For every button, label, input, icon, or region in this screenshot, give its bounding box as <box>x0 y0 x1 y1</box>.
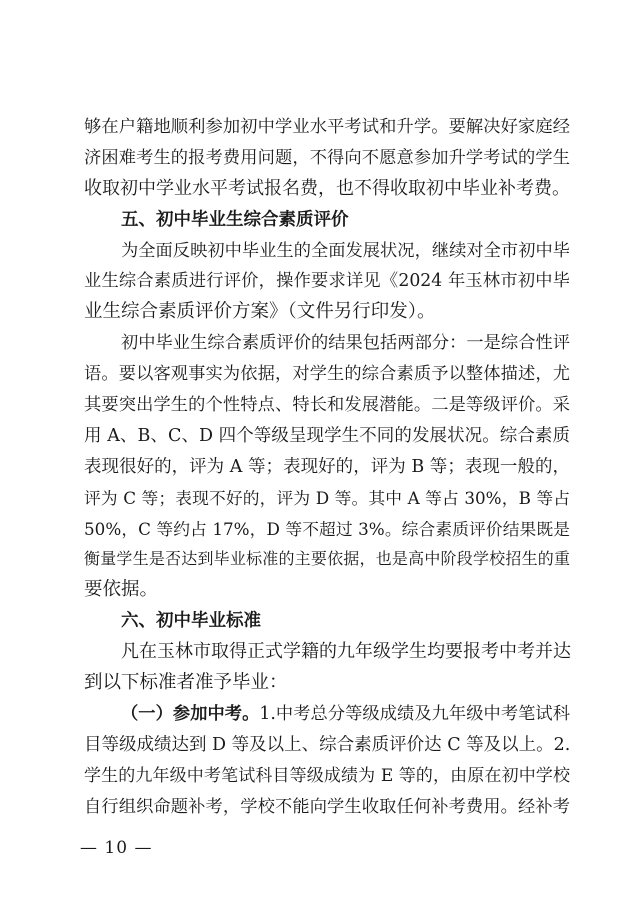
paragraph-line: 为全面反映初中毕业生的全面发展状况，继续对全市初中毕 <box>121 240 570 261</box>
paragraph-line: 语。要以客观事实为依据，对学生的综合素质予以整体描述，尤 <box>84 364 570 385</box>
paragraph-line: 够在户籍地顺利参加初中学业水平考试和升学。要解决好家庭经 <box>84 117 570 137</box>
paragraph-line: 用 A、B、C、D 四个等级呈现学生不同的发展状况。综合素质 <box>84 425 570 446</box>
paragraph-line: 自行组织命题补考，学校不能向学生收取任何补考费用。经补考 <box>84 796 570 817</box>
document-body <box>84 112 570 822</box>
paragraph-line: 初中毕业生综合素质评价的结果包括两部分：一是综合性评 <box>121 333 570 354</box>
paragraph-line: 济困难考生的报考费用问题，不得向不愿意参加升学考试的学生 <box>84 147 570 168</box>
sub-heading-one: （一）参加中考。 <box>121 703 260 724</box>
paragraph-line: 收取初中学业水平考试报名费，也不得收取初中毕业补考费。 <box>84 177 570 199</box>
paragraph-line: 业生综合素质评价方案》（文件另行印发）。 <box>84 301 436 323</box>
paragraph-line <box>84 699 570 730</box>
paragraph-line: 凡在玉林市取得正式学籍的九年级学生均要报考中考并达 <box>121 641 571 663</box>
section-heading-six: 六、初中毕业标准 <box>121 611 261 632</box>
paragraph-text: 1.中考总分等级成绩及九年级中考笔试科 <box>259 703 570 724</box>
paragraph-line: 其要突出学生的个性特点、特长和发展潜能。二是等级评价。采 <box>84 395 570 416</box>
paragraph-line: 目等级成绩达到 D 等及以上、综合素质评价达 C 等及以上。2. <box>84 734 571 755</box>
paragraph-line: 评为 C 等；表现不好的，评为 D 等。其中 A 等占 30%，B 等占 <box>84 487 570 508</box>
paragraph-line: 衡量学生是否达到毕业标准的主要依据，也是高中阶段学校招生的重 <box>84 549 570 569</box>
paragraph-line: 业生综合素质进行评价，操作要求详见《2024 年玉林市初中毕 <box>84 271 570 292</box>
paragraph-line: 到以下标准者准予毕业： <box>84 672 288 694</box>
paragraph-line: 学生的九年级中考笔试科目等级成绩为 E 等的，由原在初中学校 <box>84 765 570 786</box>
paragraph-line: 50%，C 等约占 17%，D 等不超过 3%。综合素质评价结果既是 <box>84 518 570 539</box>
page-number: — 10 — <box>80 838 153 858</box>
section-heading-five: 五、初中毕业生综合素质评价 <box>121 209 349 230</box>
paragraph-line: 要依据。 <box>84 579 159 601</box>
paragraph-line: 表现很好的，评为 A 等；表现好的，评为 B 等；表现一般的， <box>84 456 570 477</box>
